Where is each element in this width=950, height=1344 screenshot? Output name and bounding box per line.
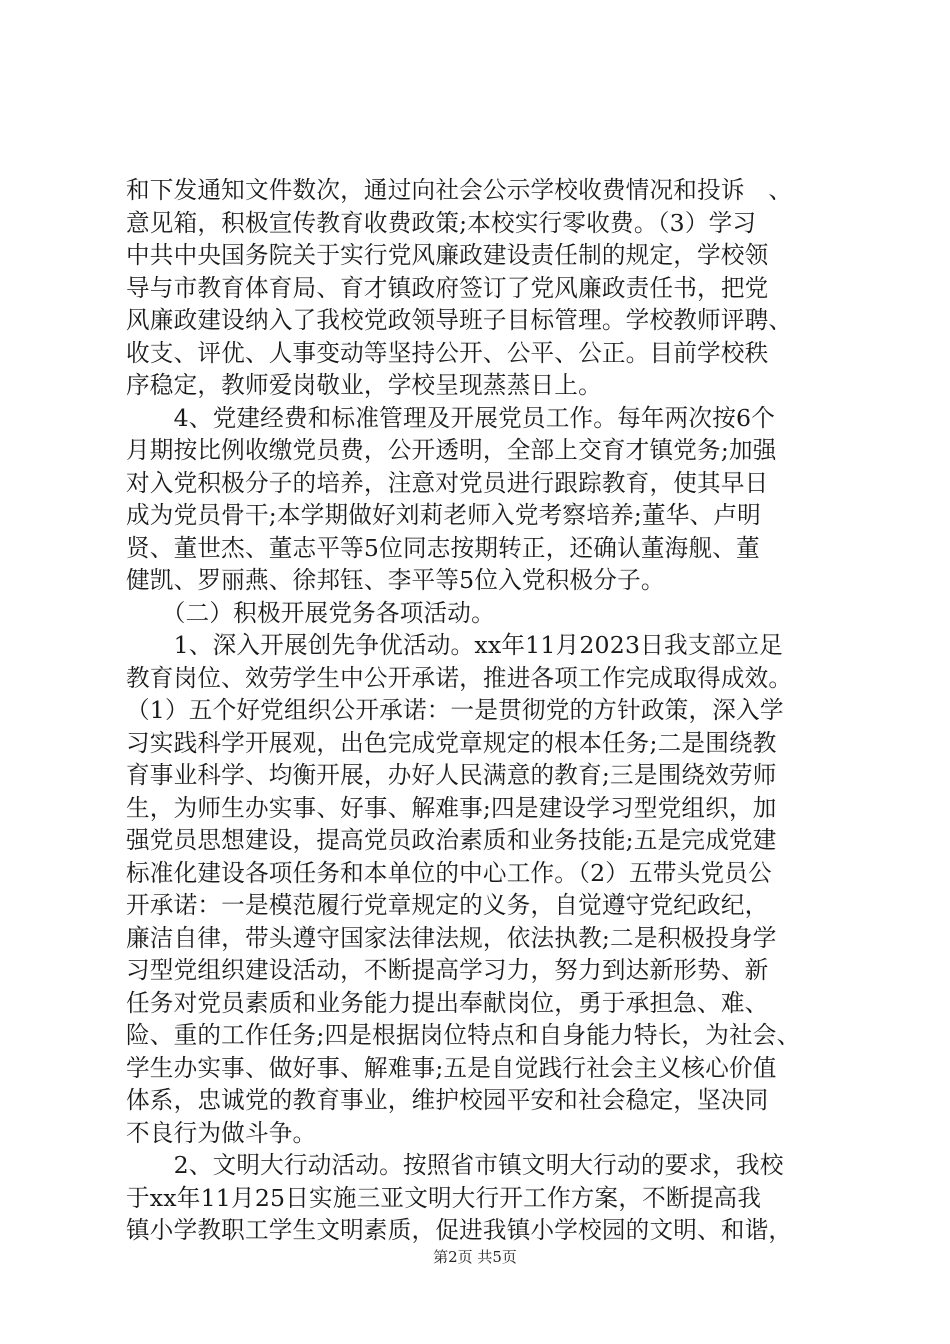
- document-body: [126, 174, 846, 1247]
- text-line: 标准化建设各项任务和本单位的中心工作。（2）五带头党员公: [126, 858, 772, 887]
- text-line: 学生办实事、做好事、解难事;五是自觉践行社会主义核心价值: [126, 1053, 777, 1082]
- text-line: 习型党组织建设活动，不断提高学习力，努力到达新形势、新: [126, 956, 769, 984]
- text-line: 险、重的工作任务;四是根据岗位特点和自身能力特长，为社会、: [126, 1021, 801, 1049]
- text-line: 对入党积极分子的培养，注意对党员进行跟踪教育，使其早日: [126, 468, 769, 497]
- text-line: 不良行为做斗争。: [126, 1118, 317, 1147]
- text-line: 收支、评优、人事变动等坚持公开、公平、公正。目前学校秩: [126, 338, 769, 367]
- text-line: 4、党建经费和标准管理及开展党员工作。每年两次按6个: [126, 403, 776, 432]
- text-line: 中共中央国务院关于实行党风廉政建设责任制的规定，学校领: [126, 241, 769, 269]
- text-line: 廉洁自律，带头遵守国家法律法规，依法执教;二是积极投身学: [126, 923, 777, 952]
- text-line: 1、深入开展创先争优活动。xx年11月2023日我支部立足: [126, 631, 783, 659]
- text-line: 开承诺：一是模范履行党章规定的义务，自觉遵守党纪政纪，: [126, 891, 769, 919]
- text-line: 和下发通知文件数次，通过向社会公示学校收费情况和投诉 、: [126, 176, 793, 204]
- text-line: 任务对党员素质和业务能力提出奉献岗位，勇于承担急、难、: [126, 988, 769, 1017]
- text-line: 于xx年11月25日实施三亚文明大行开工作方案，不断提高我: [126, 1183, 762, 1212]
- text-line: （1）五个好党组织公开承诺：一是贯彻党的方针政策，深入学: [126, 696, 784, 724]
- text-line: 2、文明大行动活动。按照省市镇文明大行动的要求，我校: [126, 1151, 784, 1179]
- page-footer: 第2页 共5页: [433, 1248, 517, 1266]
- text-line: 成为党员骨干;本学期做好刘莉老师入党考察培养;董华、卢明: [126, 501, 761, 529]
- text-line: 月期按比例收缴党员费，公开透明，全部上交育才镇党务;加强: [126, 436, 777, 464]
- text-line: 健凯、罗丽燕、徐邦钰、李平等5位入党积极分子。: [126, 566, 665, 594]
- text-line: 习实践科学开展观，出色完成党章规定的根本任务;二是围绕教: [126, 728, 777, 757]
- text-line: 序稳定，教师爱岗敬业，学校呈现蒸蒸日上。: [126, 371, 602, 399]
- text-line: 意见箱，积极宣传教育收费政策;本校实行零收费。（3）学习: [126, 208, 757, 237]
- text-line: 体系，忠诚党的教育事业，维护校园平安和社会稳定，坚决同: [126, 1086, 769, 1114]
- text-line: 贤、董世杰、董志平等5位同志按期转正，还确认董海舰、董: [126, 533, 760, 562]
- text-line: 镇小学教职工学生文明素质，促进我镇小学校园的文明、和谐，: [126, 1216, 793, 1244]
- text-line: （二）积极开展党务各项活动。: [126, 598, 495, 627]
- text-line: 风廉政建设纳入了我校党政领导班子目标管理。学校教师评聘、: [126, 306, 793, 334]
- text-line: 导与市教育体育局、育才镇政府签订了党风廉政责任书，把党: [126, 273, 769, 302]
- text-line: 教育岗位、效劳学生中公开承诺，推进各项工作完成取得成效。: [126, 663, 793, 692]
- text-line: 育事业科学、均衡开展，办好人民满意的教育;三是围绕效劳师: [126, 761, 777, 789]
- text-line: 生，为师生办实事、好事、解难事;四是建设学习型党组织，加: [126, 793, 777, 822]
- text-line: 强党员思想建设，提高党员政治素质和业务技能;五是完成党建: [126, 826, 777, 854]
